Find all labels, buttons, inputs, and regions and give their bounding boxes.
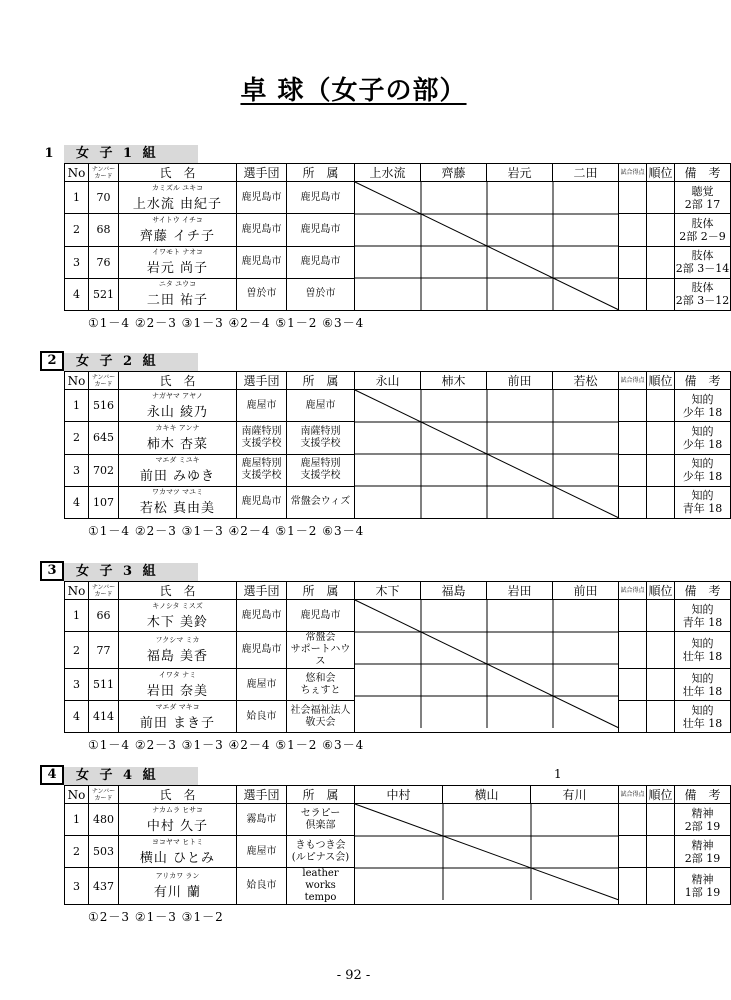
group-header [40,145,680,163]
player-card: 702 [89,454,119,486]
player-no: 3 [65,868,89,905]
group-number: 2 [40,351,64,371]
player-name: 前田 みゆき [139,469,216,485]
player-remarks: 肢体 2部 3－12 [675,278,731,310]
player-team: 鹿児島市 [237,600,287,632]
player-points [619,632,647,669]
player-no: 1 [65,600,89,632]
player-points [619,868,647,905]
player-name-cell [119,701,237,733]
header-opponent: 二田 [553,164,619,182]
player-rank [647,422,675,454]
player-kana: ナガヤマ アヤノ [152,391,203,400]
header-remarks: 備 考 [675,372,731,390]
player-points [619,836,647,868]
player-card: 516 [89,390,119,422]
player-affiliation: 鹿屋特別 支援学校 [287,454,355,486]
player-team: 鹿屋市 [237,390,287,422]
player-card: 66 [89,600,119,632]
player-kana: ニタ ユウコ [158,280,197,289]
diagonal-line [355,182,619,310]
player-name: 二田 祐子 [146,293,209,309]
group-label: 女 子 4 組 [64,767,198,785]
group-section [40,563,723,753]
player-rank [647,390,675,422]
player-rank [647,804,675,836]
header-card: ナンバーカード [89,582,119,600]
header-name: 氏 名 [119,582,237,600]
header-affiliation: 所 属 [287,164,355,182]
player-remarks: 知的 少年 18 [675,422,731,454]
player-affiliation: 鹿児島市 [287,600,355,632]
player-row [65,804,731,836]
player-points [619,182,647,214]
player-affiliation: 鹿児島市 [287,246,355,278]
player-affiliation: きもつき会 (ルピナス会) [287,836,355,868]
group-extra-mark: 1 [554,767,562,781]
player-card: 437 [89,868,119,905]
player-rank [647,454,675,486]
player-kana: イワモト ナオコ [152,248,203,257]
player-name-cell [119,600,237,632]
diagonal-line [355,804,619,900]
player-name-cell [119,182,237,214]
player-no: 1 [65,390,89,422]
header-affiliation: 所 属 [287,372,355,390]
player-no: 1 [65,804,89,836]
header-opponent: 岩元 [487,164,553,182]
player-team: 鹿屋市 [237,669,287,701]
player-affiliation: セラピー 倶楽部 [287,804,355,836]
match-order: ①2－3 ②1－3 ③1－2 [88,910,224,924]
header-name: 氏 名 [119,786,237,804]
player-affiliation: 社会福祉法人 敬天会 [287,701,355,733]
player-card: 521 [89,278,119,310]
match-order: ①1－4 ②2－3 ③1－3 ④2－4 ⑤1－2 ⑥3－4 [88,316,365,330]
player-rank [647,182,675,214]
player-team: 鹿児島市 [237,486,287,518]
header-team: 選手団 [237,164,287,182]
player-points [619,804,647,836]
player-name-cell [119,422,237,454]
header-remarks: 備 考 [675,164,731,182]
player-name-cell [119,486,237,518]
header-name: 氏 名 [119,372,237,390]
header-opponent: 木下 [355,582,421,600]
player-team: 鹿屋市 [237,836,287,868]
header-points: 試合得点 [619,164,647,182]
player-team: 鹿児島市 [237,632,287,669]
player-row [65,182,731,214]
group-label: 女 子 1 組 [64,145,198,163]
player-card: 70 [89,182,119,214]
player-no: 3 [65,454,89,486]
player-rank [647,600,675,632]
player-remarks: 精神 2部 19 [675,836,731,868]
header-points: 試合得点 [619,786,647,804]
player-team: 鹿屋特別 支援学校 [237,454,287,486]
header-opponent: 若松 [553,372,619,390]
player-name: 有川 蘭 [153,885,202,900]
header-points: 試合得点 [619,582,647,600]
player-name-cell [119,804,237,836]
player-name: 若松 真由美 [139,501,216,517]
player-rank [647,246,675,278]
player-affiliation: leather works tempo [287,868,355,905]
header-card: ナンバーカード [89,372,119,390]
player-rank [647,486,675,518]
player-affiliation: 南薩特別 支援学校 [287,422,355,454]
group-number: 3 [40,561,64,581]
player-no: 1 [65,182,89,214]
player-name: 横山 ひとみ [139,850,216,866]
player-kana: マエダ ミユキ [155,456,200,465]
match-grid-diagonal [355,600,619,733]
player-name-cell [119,454,237,486]
header-no: No [65,372,89,390]
header-rank: 順位 [647,164,675,182]
player-remarks: 精神 2部 19 [675,804,731,836]
header-opponent: 前田 [553,582,619,600]
player-no: 4 [65,278,89,310]
player-rank [647,632,675,669]
header-opponent: 齊藤 [421,164,487,182]
match-grid-diagonal [355,804,619,905]
player-affiliation: 鹿児島市 [287,182,355,214]
header-opponent: 永山 [355,372,421,390]
player-kana: カミズル ユキコ [151,183,204,192]
player-remarks: 肢体 2部 2－9 [675,214,731,246]
player-name-cell [119,278,237,310]
header-no: No [65,786,89,804]
player-affiliation: 常盤会ウィズ [287,486,355,518]
player-no: 2 [65,632,89,669]
player-name: 中村 久子 [146,818,209,834]
player-no: 3 [65,669,89,701]
player-card: 503 [89,836,119,868]
player-rank [647,701,675,733]
group-section [40,353,723,539]
header-remarks: 備 考 [675,582,731,600]
match-grid-diagonal [355,182,619,311]
player-no: 2 [65,836,89,868]
player-name-cell [119,246,237,278]
player-points [619,669,647,701]
header-opponent: 前田 [487,372,553,390]
bracket-table [64,163,731,311]
player-no: 2 [65,214,89,246]
header-card: ナンバーカード [89,786,119,804]
diagonal-line [355,600,619,728]
player-kana: ナカムラ ヒサコ [152,805,203,814]
player-name-cell [119,390,237,422]
bracket-table [64,371,731,519]
player-rank [647,669,675,701]
player-remarks: 知的 壮年 18 [675,701,731,733]
bracket-table [64,581,731,733]
player-no: 4 [65,486,89,518]
player-card: 414 [89,701,119,733]
group-section [40,767,721,925]
group-section [40,145,730,331]
player-name: 福島 美香 [146,649,209,664]
header-opponent: 上水流 [355,164,421,182]
player-name-cell [119,632,237,669]
player-kana: フクシマ ミカ [155,636,200,644]
player-row [65,390,731,422]
header-opponent: 中村 [355,786,443,804]
player-remarks: 知的 壮年 18 [675,632,731,669]
player-points [619,422,647,454]
match-order: ①1－4 ②2－3 ③1－3 ④2－4 ⑤1－2 ⑥3－4 [88,738,365,752]
group-header [40,353,680,371]
header-points: 試合得点 [619,372,647,390]
player-team: 姶良市 [237,701,287,733]
player-name: 岩元 尚子 [146,261,209,277]
player-rank [647,868,675,905]
player-name: 木下 美鈴 [146,614,209,630]
player-affiliation: 曽於市 [287,278,355,310]
diagonal-line [355,390,619,518]
header-name: 氏 名 [119,164,237,182]
header-no: No [65,164,89,182]
player-kana: サイトウ イチコ [152,215,203,224]
player-affiliation: 悠和会 ちぇすと [287,669,355,701]
match-order: ①1－4 ②2－3 ③1－3 ④2－4 ⑤1－2 ⑥3－4 [88,524,365,538]
player-no: 2 [65,422,89,454]
player-kana: カキキ アンナ [155,423,200,432]
header-opponent: 柿木 [421,372,487,390]
header-affiliation: 所 属 [287,786,355,804]
player-points [619,214,647,246]
player-points [619,486,647,518]
player-kana: マエダ マキコ [155,702,200,711]
player-remarks: 肢体 2部 3－14 [675,246,731,278]
player-team: 鹿児島市 [237,182,287,214]
player-points [619,390,647,422]
page-title: 卓 球（女子の部） [240,76,467,106]
player-card: 77 [89,632,119,669]
player-kana: キノシタ ミスズ [152,601,203,610]
header-affiliation: 所 属 [287,582,355,600]
player-remarks: 精神 1部 19 [675,868,731,905]
header-rank: 順位 [647,582,675,600]
group-header [40,767,680,785]
player-affiliation: 常盤会 サポートハウス [287,632,355,669]
player-name-cell [119,669,237,701]
player-kana: アリカワ ラン [155,872,200,880]
player-name: 永山 綾乃 [146,404,209,420]
header-team: 選手団 [237,582,287,600]
bracket-table [64,785,731,905]
player-team: 鹿児島市 [237,214,287,246]
player-kana: ワカマツ マユミ [151,488,203,497]
player-card: 107 [89,486,119,518]
player-name-cell [119,868,237,905]
player-remarks: 知的 少年 18 [675,454,731,486]
player-team: 霧島市 [237,804,287,836]
player-row [65,600,731,632]
player-name: 齊藤 イチ子 [139,228,216,244]
player-remarks: 知的 青年 18 [675,600,731,632]
player-team: 南薩特別 支援学校 [237,422,287,454]
header-remarks: 備 考 [675,786,731,804]
player-remarks: 知的 壮年 18 [675,669,731,701]
header-no: No [65,582,89,600]
player-name: 岩田 奈美 [146,683,209,699]
player-team: 曽於市 [237,278,287,310]
player-points [619,278,647,310]
player-points [619,454,647,486]
header-opponent: 横山 [443,786,531,804]
player-affiliation: 鹿児島市 [287,214,355,246]
player-card: 480 [89,804,119,836]
player-rank [647,278,675,310]
player-card: 76 [89,246,119,278]
header-rank: 順位 [647,372,675,390]
player-points [619,600,647,632]
group-header [40,563,680,581]
header-opponent: 有川 [531,786,619,804]
header-team: 選手団 [237,786,287,804]
player-rank [647,836,675,868]
match-grid-diagonal [355,390,619,519]
player-no: 3 [65,246,89,278]
player-name: 柿木 杏菜 [146,436,209,452]
player-team: 姶良市 [237,868,287,905]
page-number: - 92 - [336,968,371,983]
player-name: 前田 まき子 [139,715,216,731]
group-label: 女 子 3 組 [64,563,198,581]
player-card: 511 [89,669,119,701]
player-remarks: 聴覚 2部 17 [675,182,731,214]
header-card: ナンバーカード [89,164,119,182]
player-card: 68 [89,214,119,246]
group-number: 1 [44,146,54,161]
header-rank: 順位 [647,786,675,804]
player-affiliation: 鹿屋市 [287,390,355,422]
player-card: 645 [89,422,119,454]
player-name: 上水流 由紀子 [132,196,223,212]
player-rank [647,214,675,246]
header-opponent: 岩田 [487,582,553,600]
player-kana: イワタ ナミ [158,670,197,679]
header-team: 選手団 [237,372,287,390]
player-remarks: 知的 少年 18 [675,390,731,422]
group-number: 4 [40,765,64,785]
group-label: 女 子 2 組 [64,353,198,371]
player-points [619,246,647,278]
player-points [619,701,647,733]
player-name-cell [119,214,237,246]
header-opponent: 福島 [421,582,487,600]
player-team: 鹿児島市 [237,246,287,278]
player-no: 4 [65,701,89,733]
player-kana: ヨコヤマ ヒトミ [151,837,204,846]
player-name-cell [119,836,237,868]
player-remarks: 知的 青年 18 [675,486,731,518]
